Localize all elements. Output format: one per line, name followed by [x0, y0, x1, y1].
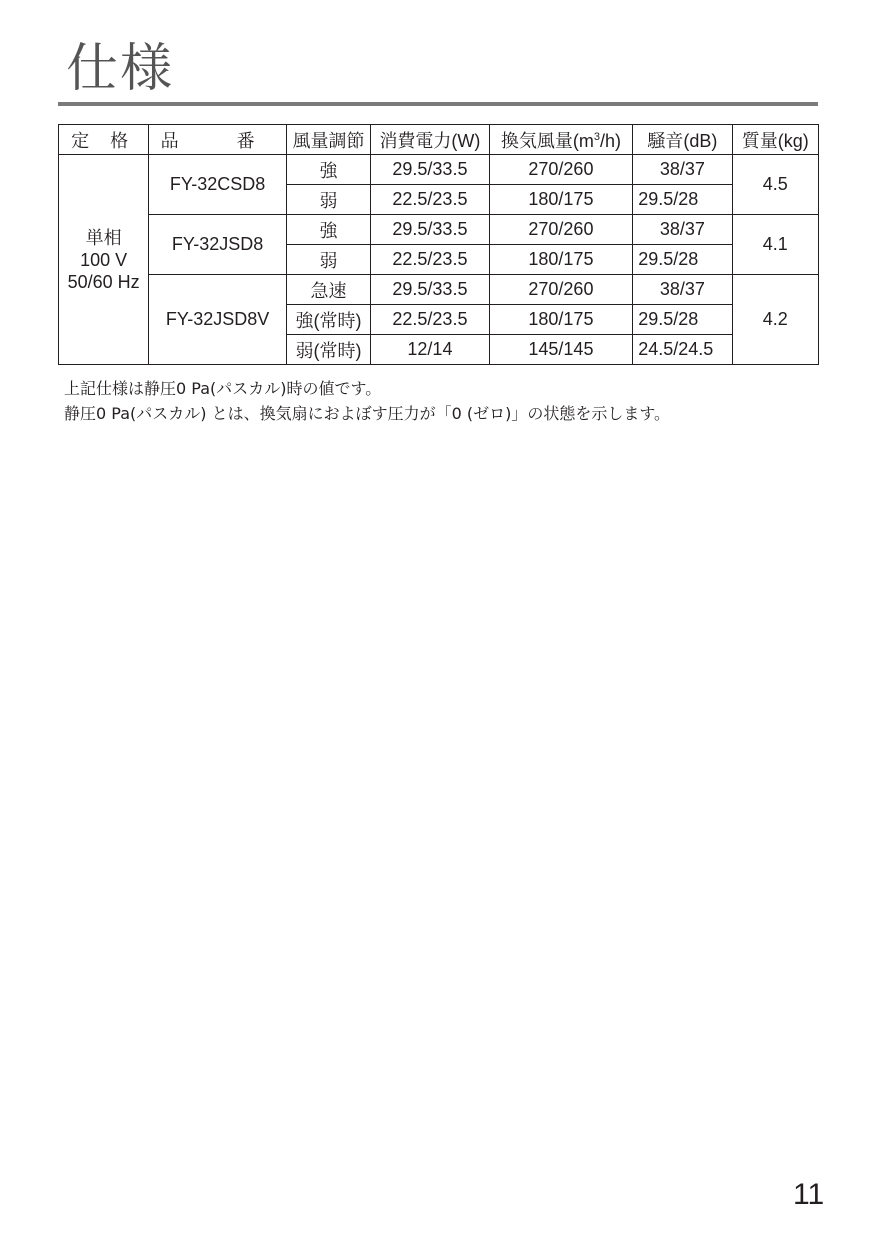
airflow-cell: 270/260: [489, 155, 633, 185]
model-name: FY-32JSD8: [149, 215, 287, 275]
airflow-cell: 180/175: [489, 305, 633, 335]
rating-voltage: 100 V: [80, 249, 128, 270]
header-rating: 定 格: [59, 125, 149, 155]
noise-cell: 24.5/24.5: [633, 335, 732, 365]
header-air-control: 風量調節: [286, 125, 370, 155]
header-airflow-prefix: 換気風量(m: [500, 130, 594, 151]
table-row: [59, 155, 819, 185]
noise-cell: 29.5/28: [633, 185, 732, 215]
note-line: 静圧0 Pa(パスカル) とは、換気扇におよぼす圧力が「0 (ゼロ)」の状態を示します。: [64, 404, 671, 423]
rating-frequency: 50/60 Hz: [67, 271, 140, 292]
airflow-cell: 180/175: [489, 185, 633, 215]
model-name: FY-32JSD8V: [149, 275, 287, 365]
noise-cell: 38/37: [633, 215, 732, 245]
header-model: 品 番: [149, 125, 287, 155]
airflow-cell: 145/145: [489, 335, 633, 365]
power-cell: 12/14: [371, 335, 489, 365]
airflow-cell: 180/175: [489, 245, 633, 275]
page-title: 仕様: [66, 39, 175, 99]
mode-cell: 弱(常時): [286, 335, 370, 365]
power-cell: 22.5/23.5: [371, 185, 489, 215]
power-cell: 29.5/33.5: [371, 215, 489, 245]
header-noise: 騒音(dB): [633, 125, 732, 155]
power-cell: 29.5/33.5: [371, 155, 489, 185]
notes: [64, 376, 670, 426]
title-divider: [58, 102, 818, 106]
page-number: 11: [793, 1178, 825, 1211]
noise-cell: 29.5/28: [633, 245, 732, 275]
rating-cell: [59, 155, 149, 365]
table-row: [59, 275, 819, 305]
table-header-row: [59, 125, 819, 155]
noise-cell: 38/37: [633, 155, 732, 185]
power-cell: 22.5/23.5: [371, 245, 489, 275]
rating-phase: 単相: [85, 227, 122, 248]
mode-cell: 強(常時): [286, 305, 370, 335]
spec-table: [58, 124, 819, 365]
mode-cell: 強: [286, 155, 370, 185]
header-airflow: [489, 125, 633, 155]
weight-cell: 4.5: [732, 155, 818, 215]
header-airflow-sup: 3: [593, 130, 600, 143]
model-name: FY-32CSD8: [149, 155, 287, 215]
power-cell: 22.5/23.5: [371, 305, 489, 335]
noise-cell: 38/37: [633, 275, 732, 305]
power-cell: 29.5/33.5: [371, 275, 489, 305]
weight-cell: 4.1: [732, 215, 818, 275]
header-airflow-suffix: /h): [599, 130, 621, 151]
weight-cell: 4.2: [732, 275, 818, 365]
airflow-cell: 270/260: [489, 215, 633, 245]
mode-cell: 急速: [286, 275, 370, 305]
header-weight: 質量(kg): [732, 125, 818, 155]
mode-cell: 弱: [286, 185, 370, 215]
header-power: 消費電力(W): [371, 125, 489, 155]
noise-cell: 29.5/28: [633, 305, 732, 335]
mode-cell: 強: [286, 215, 370, 245]
mode-cell: 弱: [286, 245, 370, 275]
airflow-cell: 270/260: [489, 275, 633, 305]
note-line: 上記仕様は静圧0 Pa(パスカル)時の値です。: [64, 379, 382, 398]
table-row: [59, 215, 819, 245]
